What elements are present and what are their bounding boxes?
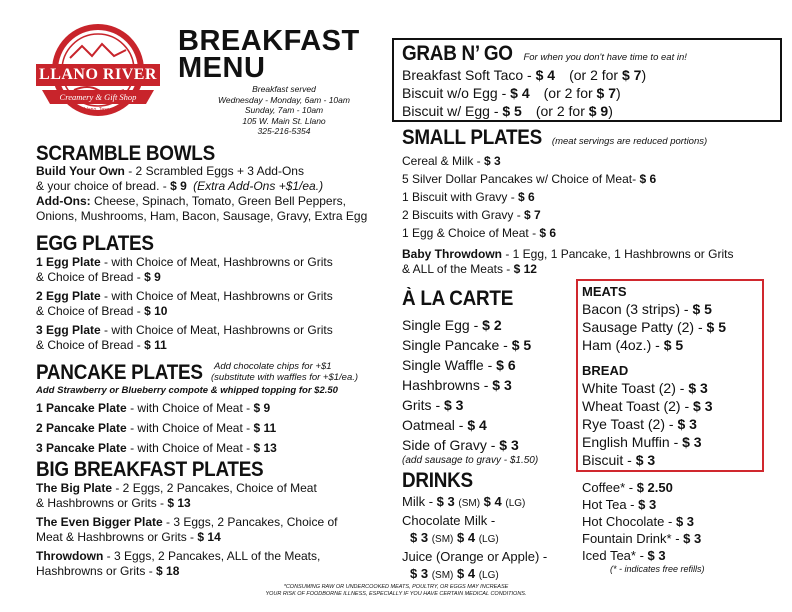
item-name: 2 Egg Plate	[36, 289, 101, 303]
item-name: Hot Chocolate -	[582, 514, 676, 529]
item-price: $ 6	[496, 357, 516, 373]
item-price: $ 11	[144, 338, 167, 352]
milk-name: Milk -	[402, 494, 437, 509]
baby-throwdown	[402, 247, 733, 277]
grab-note: For when you don't have time to eat in!	[523, 52, 687, 63]
item-name: Side of Gravy -	[402, 437, 500, 453]
list-item	[402, 188, 656, 206]
item-name: 2 Pancake Plate	[36, 421, 127, 435]
item-price: $ 3	[647, 548, 666, 563]
drinks-left	[402, 493, 547, 584]
addons-1: Cheese, Spinach, Tomato, Green Bell Peppers,	[90, 194, 346, 208]
weekday-hours: Wednesday - Monday, 6am - 10am	[218, 94, 350, 105]
item-price: $ 3	[682, 434, 702, 450]
baby-name: Baby Throwdown	[402, 247, 502, 261]
list-item	[402, 84, 646, 102]
lg-label: (LG)	[478, 534, 499, 545]
list-item	[582, 513, 705, 530]
item-price: $ 6	[539, 226, 557, 240]
scramble-heading: SCRAMBLE BOWLS	[36, 142, 215, 165]
item-desc-2: Meat & Hashbrowns or Grits -	[36, 530, 198, 544]
list-item	[36, 441, 277, 456]
item-deal: (or 2 for	[535, 103, 589, 119]
item-name: Grits -	[402, 397, 444, 413]
list-item	[582, 379, 712, 397]
build-extra: (Extra Add-Ons +$1/ea.)	[193, 179, 324, 193]
alacarte-heading: À LA CARTE	[402, 287, 514, 310]
list-item	[36, 401, 277, 416]
disclaimer-line-1: *CONSUMING RAW OR UNDERCOOKED MEATS, POULTRY, OR EGGS MAY INCREASE	[283, 584, 509, 590]
item-name: 1 Egg & Choice of Meat -	[402, 226, 540, 240]
item-name: Single Waffle -	[402, 357, 497, 373]
list-item	[582, 300, 726, 318]
small-items	[402, 152, 656, 242]
meats-section	[582, 283, 726, 354]
list-item	[36, 515, 337, 545]
item-price: $ 9	[144, 270, 161, 284]
item-name: 2 Biscuits with Gravy -	[402, 208, 525, 222]
list-item	[402, 315, 538, 335]
list-item	[36, 481, 337, 511]
item-price: $ 3	[444, 397, 464, 413]
item-name: Biscuit w/o Egg -	[402, 85, 511, 101]
choc-milk-item: Chocolate Milk -	[402, 513, 496, 528]
item-deal-price: $ 7	[621, 67, 642, 83]
item-name: Single Egg -	[402, 317, 483, 333]
item-deal-close: )	[608, 103, 613, 119]
item-desc: - 3 Eggs, 2 Pancakes, ALL of the Meats,	[103, 549, 321, 563]
item-deal-close: )	[616, 85, 621, 101]
item-price: $ 3	[499, 437, 519, 453]
title-line-1: BREAKFAST	[178, 25, 360, 57]
bread-heading: BREAD	[582, 363, 629, 378]
small-heading-row	[402, 127, 707, 149]
item-name: 1 Egg Plate	[36, 255, 101, 269]
item-deal-close: )	[641, 67, 647, 83]
build-name: Build Your Own	[36, 164, 125, 178]
egg-items	[36, 255, 333, 353]
item-deal: (or 2 for	[543, 85, 597, 101]
pancake-note-2: (substitute with waffles for +$1/ea.)	[211, 372, 359, 383]
logo	[30, 18, 166, 130]
list-item	[36, 255, 333, 285]
milk-item	[402, 493, 547, 512]
item-name: White Toast (2) -	[582, 380, 689, 396]
item-name: Sausage Patty (2) -	[582, 319, 707, 335]
item-name: Bacon (3 strips) -	[582, 301, 693, 317]
item-price: $ 5	[692, 301, 712, 317]
list-item	[582, 451, 712, 469]
gravy-note: (add sausage to gravy - $1.50)	[402, 455, 539, 466]
list-item	[582, 530, 705, 547]
item-deal-price: $ 9	[588, 103, 609, 119]
choc-lg-price: $ 4	[457, 530, 476, 545]
milk-lg-price: $ 4	[483, 494, 502, 509]
drinks-heading: DRINKS	[402, 469, 473, 492]
build-desc-1: - 2 Scrambled Eggs + 3 Add-Ons	[124, 164, 304, 178]
pancake-addon: Add Strawberry or Blueberry compote & whipped topping for $2.50	[36, 385, 338, 396]
big-breakfast-heading: BIG BREAKFAST PLATES	[36, 458, 264, 481]
item-desc: - 3 Eggs, 2 Pancakes, Choice of	[162, 515, 338, 529]
item-price: $ 3	[492, 377, 512, 393]
item-desc-2: & Hashbrowns or Grits -	[36, 496, 168, 510]
item-name: 1 Biscuit with Gravy -	[402, 190, 519, 204]
disclaimer	[200, 584, 592, 598]
addons-label: Add-Ons:	[36, 194, 91, 208]
served-label: Breakfast served	[252, 84, 316, 94]
item-price: $ 3	[675, 514, 695, 529]
list-item	[402, 375, 538, 395]
choc-sm-price: $ 3	[410, 530, 429, 545]
item-name: Single Pancake -	[402, 337, 512, 353]
item-desc-2: & Choice of Bread -	[36, 270, 145, 284]
item-price: $ 14	[197, 530, 221, 544]
item-price: $ 4	[467, 417, 487, 433]
item-price: $ 3	[683, 531, 702, 546]
list-item	[402, 224, 656, 242]
pancake-note-1: Add chocolate chips for +$1	[214, 361, 332, 372]
item-desc: - with Choice of Meat -	[126, 421, 254, 435]
item-name: Cereal & Milk -	[402, 154, 485, 168]
item-name: Hot Tea -	[582, 497, 639, 512]
item-name: 3 Pancake Plate	[36, 441, 127, 455]
big-breakfast-items	[36, 481, 337, 579]
list-item	[36, 289, 333, 319]
item-deal: (or 2 for	[569, 67, 622, 83]
item-price: $ 13	[167, 496, 191, 510]
baby-desc: - 1 Egg, 1 Pancake, 1 Hashbrowns or Grits	[502, 247, 734, 261]
build-price: $ 9	[170, 179, 187, 193]
item-price: $ 5	[706, 319, 726, 335]
list-item	[582, 415, 712, 433]
logo-name: LLANO RIVER	[39, 66, 157, 83]
item-price: $ 3	[635, 452, 656, 468]
item-price: $ 18	[156, 564, 180, 578]
item-desc-2: & Choice of Bread -	[36, 304, 145, 318]
list-item	[402, 206, 656, 224]
item-deal-price: $ 7	[596, 85, 616, 101]
bread-section	[582, 362, 712, 469]
item-name: Hashbrowns -	[402, 377, 493, 393]
logo-tagline: Creamery & Gift Shop	[59, 92, 137, 102]
item-price: $ 2.50	[636, 480, 673, 495]
list-item	[582, 397, 712, 415]
item-price: $ 2	[482, 317, 502, 333]
item-price: $ 6	[639, 172, 657, 186]
list-item	[402, 170, 656, 188]
juice-item: Juice (Orange or Apple) -	[402, 549, 548, 564]
lg-label: (LG)	[505, 498, 526, 509]
sm-label: (SM)	[431, 534, 454, 545]
small-note: (meat servings are reduced portions)	[551, 136, 708, 147]
alacarte-items	[402, 315, 538, 467]
item-name: 3 Egg Plate	[36, 323, 101, 337]
list-item	[402, 152, 656, 170]
grab-heading: GRAB N’ GO	[402, 42, 513, 65]
list-item	[582, 547, 705, 564]
item-desc: - with Choice of Meat, Hashbrowns or Grits	[100, 289, 333, 303]
sm-label: (SM)	[431, 570, 454, 581]
juice-sm-price: $ 3	[410, 566, 429, 581]
item-desc: - with Choice of Meat -	[126, 401, 254, 415]
milk-sm-price: $ 3	[436, 494, 455, 509]
item-desc: - with Choice of Meat, Hashbrowns or Grits	[100, 255, 333, 269]
item-price: $ 9	[253, 401, 271, 415]
list-item	[36, 549, 337, 579]
item-price: $ 5	[502, 103, 522, 119]
item-name: Biscuit -	[582, 452, 636, 468]
meats-heading: MEATS	[582, 284, 627, 299]
item-name: Breakfast Soft Taco -	[402, 67, 536, 83]
pancake-notes	[211, 361, 358, 383]
item-price: $ 6	[518, 190, 535, 204]
item-price: $ 3	[638, 497, 657, 512]
item-desc: - with Choice of Meat -	[126, 441, 254, 455]
refill-note: (* - indicates free refills)	[610, 564, 705, 574]
drinks-right	[582, 479, 705, 574]
item-name: Oatmeal -	[402, 417, 468, 433]
item-desc-2: Hashbrowns or Grits -	[36, 564, 157, 578]
item-price: $ 3	[693, 398, 713, 414]
item-name: The Big Plate	[36, 481, 113, 495]
lg-label: (LG)	[478, 570, 499, 581]
egg-heading: EGG PLATES	[36, 232, 154, 255]
item-price: $ 10	[144, 304, 168, 318]
list-item	[582, 318, 726, 336]
juice-prices	[402, 565, 547, 584]
item-price: $ 11	[253, 421, 277, 435]
item-desc: - 2 Eggs, 2 Pancakes, Choice of Meat	[112, 481, 317, 495]
addons-2: Onions, Mushrooms, Ham, Bacon, Sausage, Gravy, Extra Egg	[36, 209, 368, 223]
list-item	[582, 496, 705, 513]
list-item	[402, 102, 646, 120]
item-price: $ 5	[511, 337, 532, 353]
list-item	[402, 335, 538, 355]
hours-info	[196, 84, 372, 137]
item-name: Rye Toast (2) -	[582, 416, 678, 432]
item-name: Iced Tea* -	[582, 548, 648, 563]
title-line-2: MENU	[178, 52, 266, 84]
baby-desc-2: & ALL of the Meats -	[402, 262, 514, 276]
item-name: The Even Bigger Plate	[36, 515, 163, 529]
list-item	[402, 395, 538, 415]
item-name: 1 Pancake Plate	[36, 401, 127, 415]
grab-items	[402, 66, 646, 120]
item-price: $ 7	[524, 208, 541, 222]
list-item	[402, 415, 538, 435]
item-name: 5 Silver Dollar Pancakes w/ Choice of Meat-	[402, 172, 640, 186]
phone: 325-216-5354	[257, 126, 311, 136]
item-price: $ 5	[663, 337, 684, 353]
item-name: English Muffin -	[582, 434, 683, 450]
menu-title	[178, 25, 360, 84]
list-item	[36, 323, 333, 353]
list-item	[582, 433, 712, 451]
item-name: Throwdown	[36, 549, 104, 563]
list-item	[402, 355, 538, 375]
list-item	[402, 435, 538, 455]
sm-label: (SM)	[458, 498, 481, 509]
build-desc-2: & your choice of bread. -	[36, 179, 171, 193]
item-price: $ 3	[484, 154, 501, 168]
item-desc: - with Choice of Meat, Hashbrowns or Grits	[100, 323, 333, 337]
build-your-own-2	[36, 179, 367, 194]
item-price: $ 3	[677, 416, 697, 432]
item-price: $ 13	[253, 441, 277, 455]
item-name: Coffee* -	[582, 480, 637, 495]
address: 105 W. Main St. Llano	[242, 115, 326, 126]
list-item	[36, 421, 277, 436]
item-price: $ 3	[688, 380, 708, 396]
build-your-own	[36, 164, 367, 179]
addons	[36, 194, 367, 209]
logo-location: Llano, Texas	[84, 107, 112, 113]
baby-price: $ 12	[513, 262, 537, 276]
grab-n-go-heading-row	[402, 43, 687, 65]
list-item	[582, 336, 726, 354]
pancake-heading: PANCAKE PLATES	[36, 361, 203, 384]
sunday-hours: Sunday, 7am - 10am	[244, 105, 324, 115]
item-name: Fountain Drink* -	[582, 531, 684, 546]
item-price: $ 4	[535, 67, 556, 83]
list-item	[582, 479, 705, 496]
item-name: Wheat Toast (2) -	[582, 398, 694, 414]
pancake-items	[36, 401, 277, 456]
item-name: Biscuit w/ Egg -	[402, 103, 503, 119]
disclaimer-line-2: YOUR RISK OF FOODBORNE ILLNESS, ESPECIALLY IF YOU HAVE CERTAIN MEDICAL CONDITIONS.	[265, 591, 527, 597]
choc-milk-prices	[402, 529, 547, 548]
item-price: $ 4	[510, 85, 530, 101]
scramble-section	[36, 164, 367, 224]
item-desc-2: & Choice of Bread -	[36, 338, 145, 352]
small-heading: SMALL PLATES	[402, 126, 542, 149]
item-name: Ham (4oz.) -	[582, 337, 664, 353]
list-item	[402, 66, 646, 84]
juice-lg-price: $ 4	[457, 566, 476, 581]
